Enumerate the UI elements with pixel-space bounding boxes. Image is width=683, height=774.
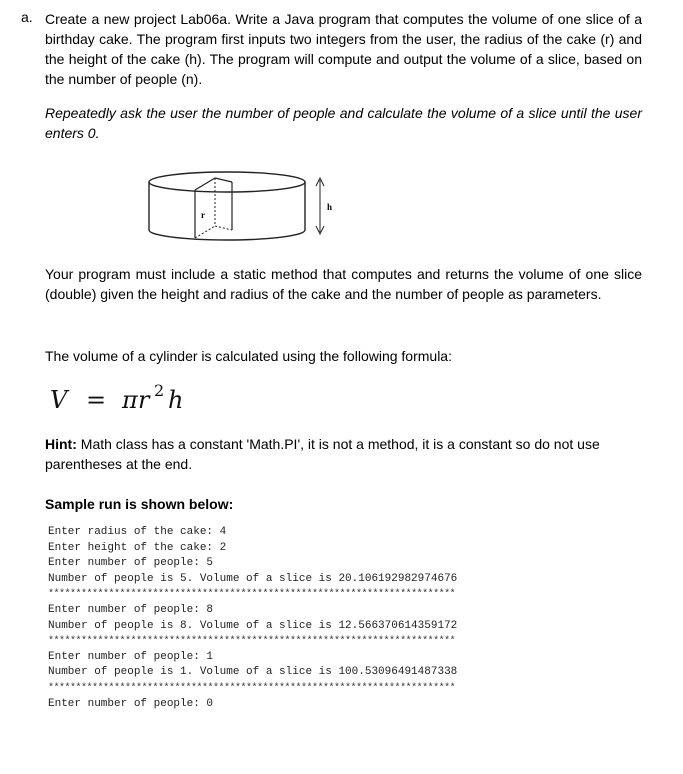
radius-label: r — [201, 210, 205, 220]
formula-exponent: 2 — [154, 381, 165, 400]
console-line: Number of people is 8. Volume of a slice is 12.566370614359172 — [48, 619, 458, 632]
console-line: Enter number of people: 5 — [48, 557, 214, 570]
hint-label: Hint: — [45, 436, 77, 452]
formula-equals: = — [86, 386, 107, 414]
intro-paragraph: Create a new project Lab06a. Write a Java program that computes the volume of one slice of a birthday cake. The program first inputs two integers from the user, the radius of the cake (r) and the height of the cake (h). The program will compute and output the volume of a slice, based on the number of people (n). — [45, 11, 642, 87]
formula-r: r — [138, 386, 150, 414]
volume-formula — [50, 378, 250, 418]
sample-run-console — [48, 525, 588, 712]
formula-pi: π — [122, 386, 138, 414]
item-label: a. — [21, 9, 33, 25]
sample-run-heading: Sample run is shown below: — [45, 496, 234, 512]
console-line: Enter number of people: 1 — [48, 650, 214, 663]
console-line: Number of people is 5. Volume of a slice is 20.106192982974676 — [48, 572, 458, 585]
repeat-instruction: Repeatedly ask the user the number of people and calculate the volume of a slice until the user enters 0. — [45, 105, 642, 141]
hint-text: Math class has a constant 'Math.PI', it is not a method, it is a constant so do not use parentheses at the end. — [45, 436, 600, 472]
formula-v: V — [50, 386, 68, 414]
console-line: Number of people is 1. Volume of a slice is 100.53096491487338 — [48, 666, 458, 679]
console-separator: ************************************************************************** — [48, 589, 456, 601]
console-line: Enter number of people: 8 — [48, 603, 214, 616]
height-label: h — [327, 202, 333, 212]
console-line: Enter number of people: 0 — [48, 697, 214, 710]
formula-h: h — [168, 386, 184, 414]
hint-paragraph — [45, 434, 642, 474]
console-line: Enter height of the cake: 2 — [48, 541, 227, 554]
cake-cylinder-diagram — [140, 168, 350, 248]
method-requirement: Your program must include a static method that computes and returns the volume of one slice (double) given the height and radius of the cake and the number of people as parameters. — [45, 266, 642, 302]
formula-intro: The volume of a cylinder is calculated using the following formula: — [45, 348, 452, 364]
console-separator: ************************************************************************** — [48, 682, 456, 694]
console-line: Enter radius of the cake: 4 — [48, 526, 227, 538]
console-separator: ************************************************************************** — [48, 636, 456, 648]
